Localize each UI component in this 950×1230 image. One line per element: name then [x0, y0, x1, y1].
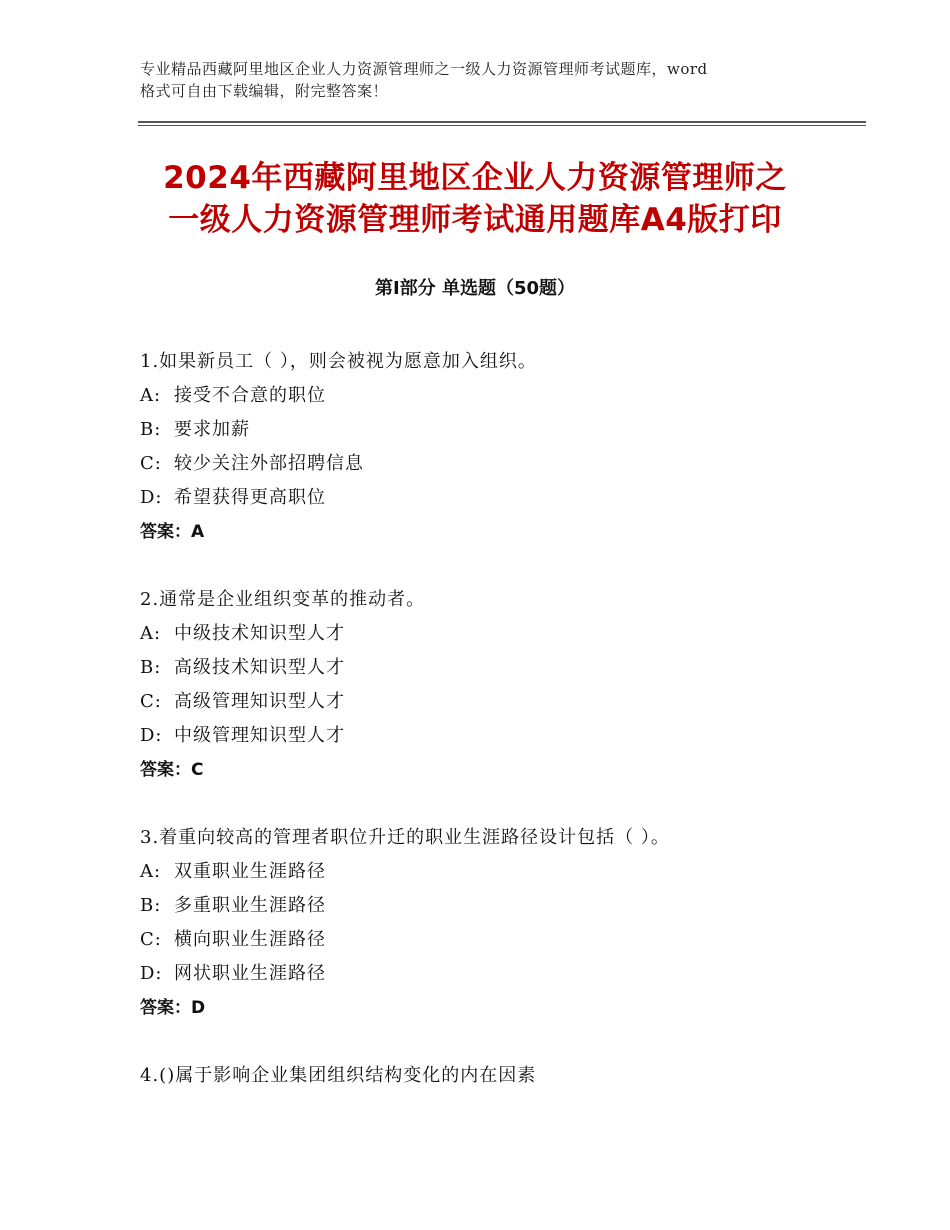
option-d — [140, 957, 860, 991]
option-text: 接受不合意的职位 — [174, 385, 326, 406]
option-letter: B: — [140, 657, 162, 678]
section-heading: 第Ⅰ部分 单选题（50题） — [374, 278, 575, 299]
question-list — [140, 345, 860, 1127]
question-item — [140, 821, 860, 1025]
option-text: 中级技术知识型人才 — [174, 623, 345, 644]
option-text: 中级管理知识型人才 — [174, 725, 345, 746]
option-text: 高级管理知识型人才 — [174, 691, 345, 712]
document-title — [100, 157, 850, 241]
option-d — [140, 719, 860, 753]
option-letter: B: — [140, 895, 162, 916]
option-text: 网状职业生涯路径 — [174, 963, 326, 984]
option-d — [140, 481, 860, 515]
option-letter: A: — [140, 623, 162, 644]
option-a — [140, 379, 860, 413]
question-item — [140, 1059, 860, 1093]
option-letter: C: — [140, 691, 162, 712]
header-divider — [138, 121, 866, 126]
option-c — [140, 685, 860, 719]
question-item — [140, 583, 860, 787]
header-note-line-2: 格式可自由下载编辑，附完整答案！ — [140, 82, 389, 100]
option-a — [140, 617, 860, 651]
option-text: 双重职业生涯路径 — [174, 861, 326, 882]
question-stem: 2.通常是企业组织变革的推动者。 — [140, 589, 426, 610]
option-letter: D: — [140, 725, 163, 746]
answer-line: 答案：A — [140, 522, 205, 542]
option-text: 横向职业生涯路径 — [174, 929, 326, 950]
option-text: 高级技术知识型人才 — [174, 657, 345, 678]
option-letter: C: — [140, 453, 162, 474]
document-title-line-2: 一级人力资源管理师考试通用题库A4版打印 — [168, 202, 782, 238]
question-item — [140, 345, 860, 549]
option-a — [140, 855, 860, 889]
option-text: 多重职业生涯路径 — [174, 895, 326, 916]
document-title-line-1: 2024年西藏阿里地区企业人力资源管理师之 — [163, 160, 787, 196]
question-stem: 1.如果新员工（ ），则会被视为愿意加入组织。 — [140, 351, 537, 372]
option-letter: A: — [140, 385, 162, 406]
option-letter: D: — [140, 487, 163, 508]
answer-line: 答案：C — [140, 760, 204, 780]
option-text: 希望获得更高职位 — [174, 487, 326, 508]
option-c — [140, 447, 860, 481]
option-letter: C: — [140, 929, 162, 950]
option-c — [140, 923, 860, 957]
option-text: 要求加薪 — [174, 419, 250, 440]
option-b — [140, 651, 860, 685]
answer-line: 答案：D — [140, 998, 206, 1018]
option-letter: B: — [140, 419, 162, 440]
option-b — [140, 413, 860, 447]
option-letter: A: — [140, 861, 162, 882]
question-stem: 3.着重向较高的管理者职位升迁的职业生涯路径设计包括（ ）。 — [140, 827, 670, 848]
document-header-note — [140, 58, 840, 102]
option-b — [140, 889, 860, 923]
question-stem: 4.()属于影响企业集团组织结构变化的内在因素 — [140, 1065, 537, 1086]
header-note-line-1: 专业精品西藏阿里地区企业人力资源管理师之一级人力资源管理师考试题库，word — [140, 60, 708, 78]
option-text: 较少关注外部招聘信息 — [174, 453, 364, 474]
option-letter: D: — [140, 963, 163, 984]
